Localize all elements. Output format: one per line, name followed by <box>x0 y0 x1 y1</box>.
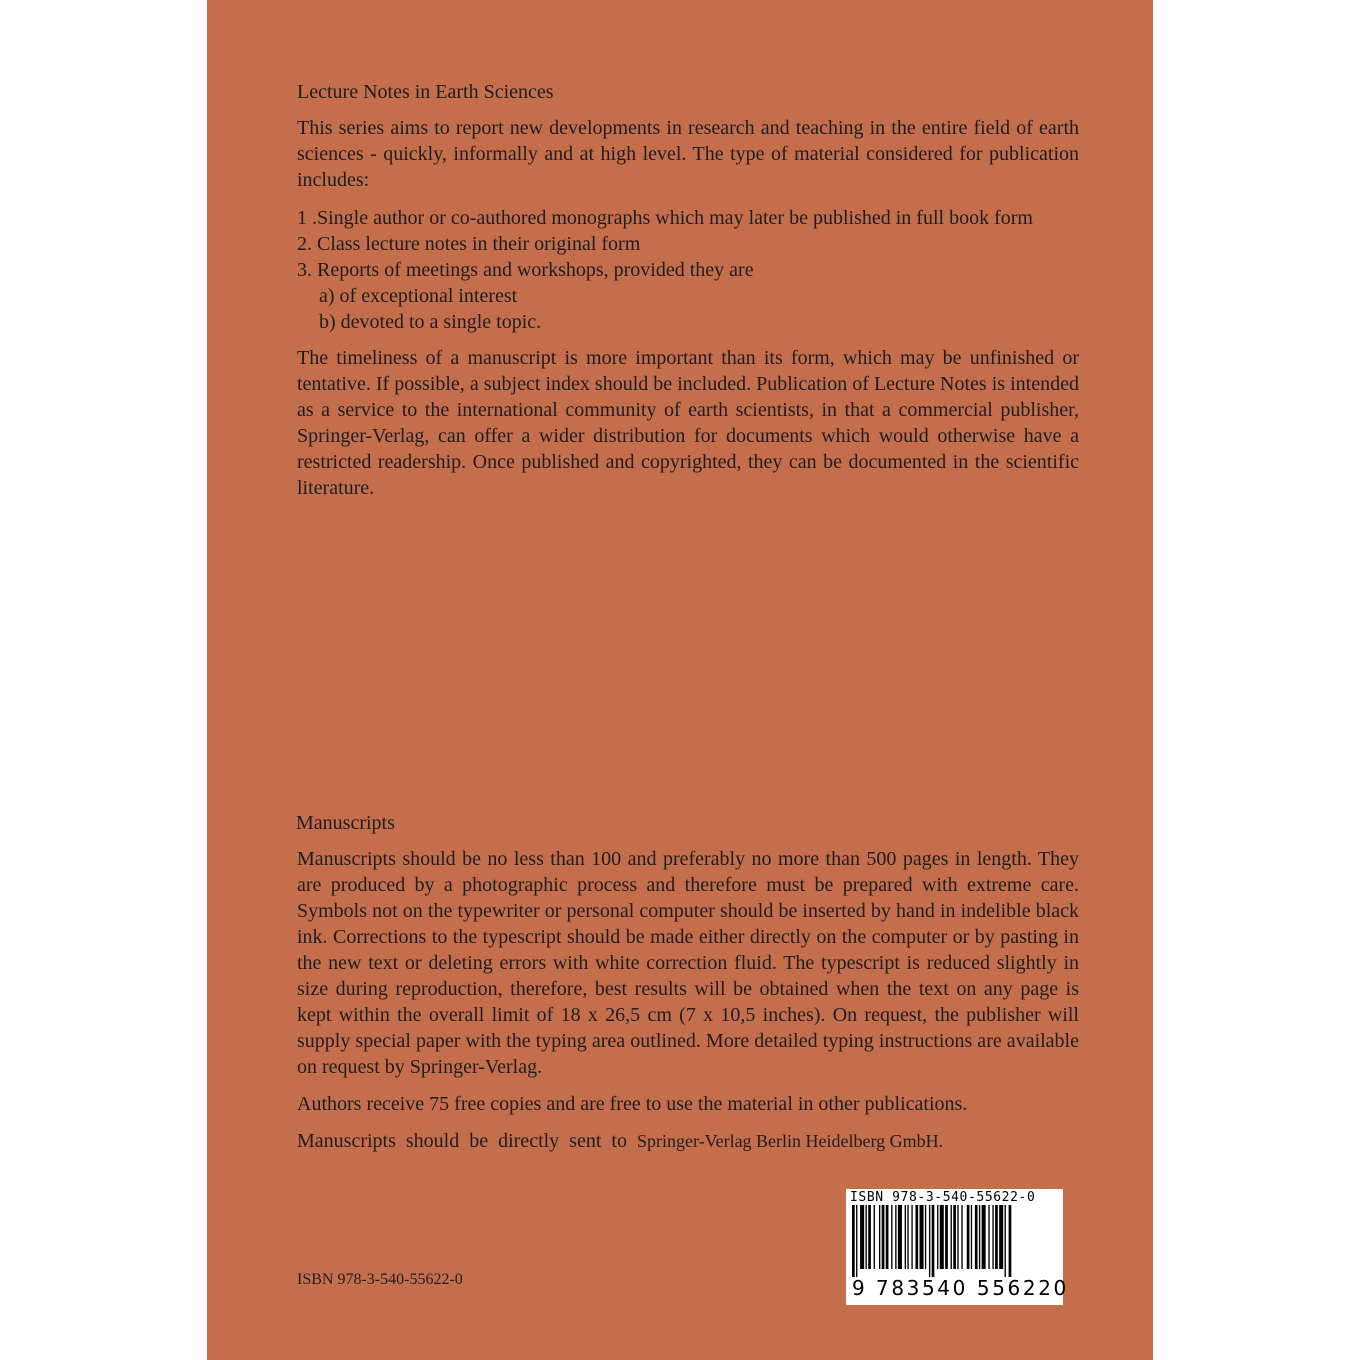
barcode-bar <box>967 1205 970 1269</box>
barcode-bar <box>995 1205 998 1269</box>
barcode-bar <box>951 1205 952 1269</box>
manuscripts-paragraph: Manuscripts should be no less than 100 and preferably no more than 500 pages in length. They are produced by a photographic process and therefore must be prepared with extreme care. Symbols not on the typewriter or personal computer should be inserted by hand in indelible black ink. Corrections to the typescript should be made either directly on the computer or by pasting in the new text or deleting errors with white correction fluid. The typescript is reduced slightly in size during reproduction, therefore, best results will be obtained when the text on any page is kept within the overall limit of 18 x 26,5 cm (7 x 10,5 inches). On request, the publisher will supply special paper with the typing area outlined. More detailed typing instructions are available on request by Springer-Verlag. <box>297 848 1079 1078</box>
send-prefix: Manuscripts should be directly sent to <box>297 1130 627 1152</box>
list-item: 3. Reports of meetings and workshops, provided they are <box>297 259 754 281</box>
publisher-address: Springer-Verlag Berlin Heidelberg GmbH. <box>636 1131 944 1151</box>
barcode-bar <box>925 1205 926 1269</box>
barcode <box>846 1189 1069 1305</box>
barcode-bar <box>940 1205 944 1269</box>
series-intro: This series aims to report new developments in research and teaching in the entire field of earth sciences - quickly, informally and at high level. The type of material considered for publication includes: <box>297 117 1079 191</box>
list-item: 1 .Single author or co-authored monographs which may later be published in full book form <box>297 207 1033 229</box>
barcode-bar <box>979 1205 980 1269</box>
back-cover <box>207 0 1153 1360</box>
barcode-bar <box>1009 1205 1012 1277</box>
barcode-bar <box>895 1205 896 1269</box>
barcode-digit-groups: 783540 556220 <box>876 1276 1069 1300</box>
barcode-bar <box>905 1205 906 1269</box>
barcode-bar <box>866 1205 867 1269</box>
barcode-bar <box>886 1205 889 1269</box>
barcode-bar <box>856 1205 857 1277</box>
barcode-bar <box>907 1205 908 1269</box>
barcode-bar <box>937 1205 938 1269</box>
barcode-bar <box>982 1205 986 1269</box>
barcode-bar <box>953 1205 956 1269</box>
free-copies-paragraph: Authors receive 75 free copies and are free to use the material in other publications. <box>297 1093 968 1115</box>
barcode-bar <box>879 1205 880 1269</box>
barcode-bar <box>868 1205 871 1269</box>
barcode-bar <box>988 1205 989 1269</box>
barcode-bar <box>992 1205 993 1269</box>
barcode-bar <box>891 1205 892 1269</box>
barcode-bar <box>975 1205 978 1269</box>
barcode-bar <box>1005 1205 1006 1277</box>
barcode-bar <box>898 1205 902 1269</box>
barcode-bar <box>882 1205 885 1269</box>
barcode-bar <box>957 1205 958 1269</box>
barcode-bar <box>860 1205 864 1269</box>
barcode-bar <box>945 1205 948 1269</box>
barcode-isbn-label: ISBN 978-3-540-55622-0 <box>850 1190 1036 1205</box>
barcode-bars <box>850 1205 1059 1277</box>
barcode-bar <box>911 1205 912 1269</box>
series-title: Lecture Notes in Earth Sciences <box>297 81 554 103</box>
barcode-bar <box>932 1205 935 1277</box>
barcode-bar <box>915 1205 918 1269</box>
barcode-bar <box>961 1205 962 1269</box>
list-subitem: a) of exceptional interest <box>319 285 518 307</box>
list-item: 2. Class lecture notes in their original form <box>297 233 641 255</box>
timeliness-paragraph: The timeliness of a manuscript is more important than its form, which may be unfinished or tentative. If possible, a subject index should be included. Publication of Lecture Notes is intended as a service to the international community of earth scientists, in that a commercial publisher, Springer-Verlag, can offer a wider distribution for documents which would otherwise have a restricted readership. Once published and copyrighted, they can be documented in the scientific literature. <box>297 347 1079 499</box>
barcode-bar <box>999 1205 1003 1269</box>
manuscripts-heading: Manuscripts <box>296 812 395 834</box>
barcode-first-digit: 9 <box>852 1276 865 1300</box>
barcode-bar <box>852 1205 855 1277</box>
send-to-line <box>297 1128 943 1154</box>
list-subitem: b) devoted to a single topic. <box>319 311 542 333</box>
barcode-bar <box>971 1205 972 1269</box>
barcode-bar <box>874 1205 875 1269</box>
material-list <box>297 205 1097 335</box>
barcode-bar <box>929 1205 930 1277</box>
isbn-text: ISBN 978-3-540-55622-0 <box>297 1271 463 1288</box>
barcode-bar <box>920 1205 924 1269</box>
